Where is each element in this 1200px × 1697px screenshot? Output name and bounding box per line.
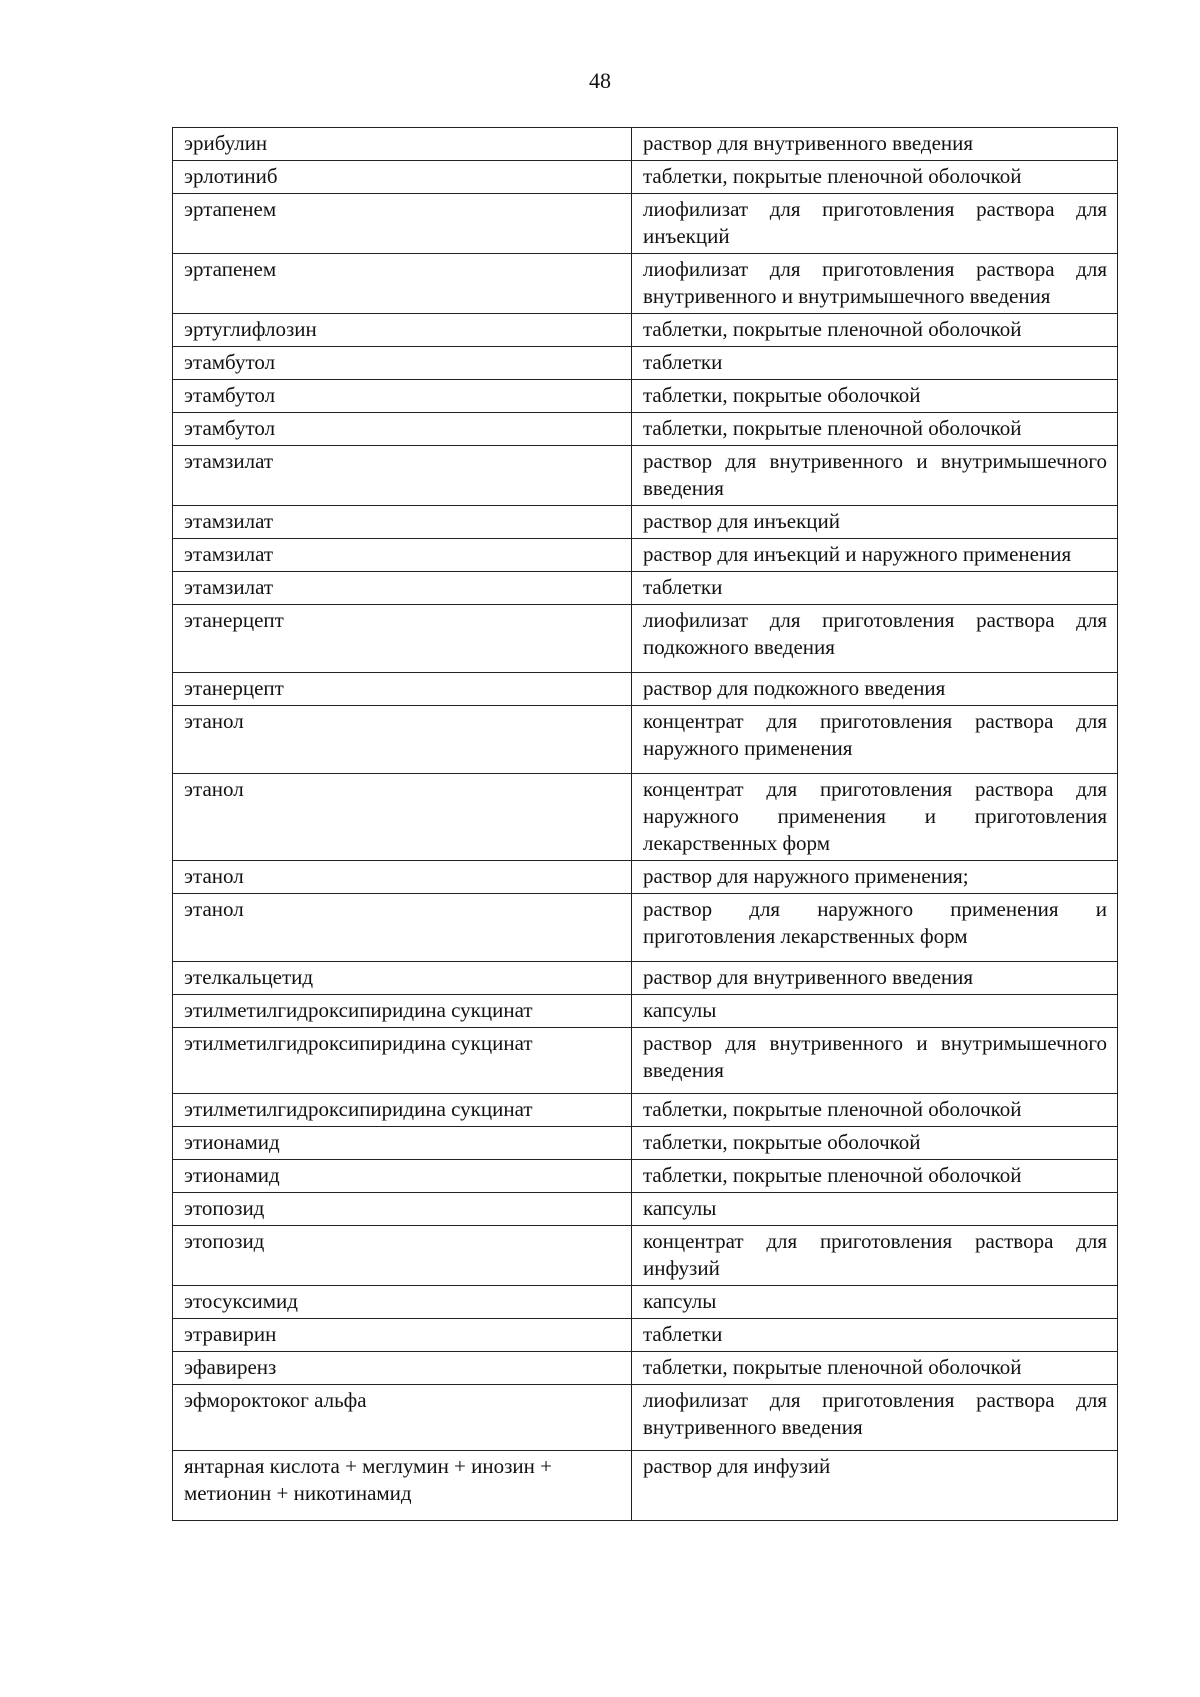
dosage-form-cell: капсулы bbox=[632, 1193, 1118, 1226]
table-row bbox=[173, 161, 1118, 194]
dosage-form-cell: концентрат для приготовления раствора для наружного применения bbox=[632, 706, 1118, 774]
dosage-form-cell: лиофилизат для приготовления раствора для инъекций bbox=[632, 194, 1118, 254]
table-row bbox=[173, 1193, 1118, 1226]
table-row bbox=[173, 1319, 1118, 1352]
dosage-form-cell: таблетки, покрытые пленочной оболочкой bbox=[632, 1352, 1118, 1385]
dosage-form-cell: раствор для внутривенного введения bbox=[632, 962, 1118, 995]
drug-name-cell: эфмороктоког альфа bbox=[173, 1385, 632, 1451]
table-row bbox=[173, 194, 1118, 254]
table-row bbox=[173, 1127, 1118, 1160]
page-number: 48 bbox=[589, 68, 611, 93]
drug-name-cell: эртапенем bbox=[173, 194, 632, 254]
dosage-form-cell: таблетки, покрытые оболочкой bbox=[632, 380, 1118, 413]
drug-name-cell: этанол bbox=[173, 861, 632, 894]
drug-name-cell: этамзилат bbox=[173, 506, 632, 539]
drug-name-cell: эфавиренз bbox=[173, 1352, 632, 1385]
drug-name-cell: эрлотиниб bbox=[173, 161, 632, 194]
drug-name-cell: этамбутол bbox=[173, 413, 632, 446]
drug-name-cell: этионамид bbox=[173, 1127, 632, 1160]
dosage-form-cell: раствор для внутривенного введения bbox=[632, 128, 1118, 161]
dosage-form-cell: раствор для внутривенного и внутримышечного введения bbox=[632, 1028, 1118, 1094]
drug-name-cell: этамзилат bbox=[173, 539, 632, 572]
dosage-form-cell: раствор для инфузий bbox=[632, 1451, 1118, 1521]
table-row bbox=[173, 1286, 1118, 1319]
drug-name-cell: этанерцепт bbox=[173, 605, 632, 673]
table-row bbox=[173, 1160, 1118, 1193]
table-row bbox=[173, 706, 1118, 774]
table-row bbox=[173, 254, 1118, 314]
dosage-form-cell: раствор для подкожного введения bbox=[632, 673, 1118, 706]
drug-name-cell: этанол bbox=[173, 706, 632, 774]
dosage-form-cell: лиофилизат для приготовления раствора для внутривенного введения bbox=[632, 1385, 1118, 1451]
table-row bbox=[173, 1352, 1118, 1385]
table-row bbox=[173, 128, 1118, 161]
dosage-form-cell: таблетки, покрытые пленочной оболочкой bbox=[632, 314, 1118, 347]
dosage-form-cell: таблетки, покрытые пленочной оболочкой bbox=[632, 161, 1118, 194]
drug-name-cell: этосуксимид bbox=[173, 1286, 632, 1319]
drug-name-cell: этанол bbox=[173, 774, 632, 861]
drug-name-cell: этилметилгидроксипиридина сукцинат bbox=[173, 1094, 632, 1127]
table-row bbox=[173, 1094, 1118, 1127]
dosage-form-cell: таблетки, покрытые пленочной оболочкой bbox=[632, 1094, 1118, 1127]
dosage-form-cell: таблетки, покрытые пленочной оболочкой bbox=[632, 1160, 1118, 1193]
drug-name-cell: эртапенем bbox=[173, 254, 632, 314]
dosage-form-cell: раствор для наружного применения; bbox=[632, 861, 1118, 894]
drug-table bbox=[172, 127, 1118, 1521]
dosage-form-cell: капсулы bbox=[632, 995, 1118, 1028]
drug-name-cell: этамбутол bbox=[173, 347, 632, 380]
table-row bbox=[173, 1385, 1118, 1451]
table-row bbox=[173, 1451, 1118, 1521]
table-row bbox=[173, 774, 1118, 861]
drug-name-cell: янтарная кислота + меглумин + инозин + метионин + никотинамид bbox=[173, 1451, 632, 1521]
table-row bbox=[173, 861, 1118, 894]
drug-name-cell: этанерцепт bbox=[173, 673, 632, 706]
drug-name-cell: этамзилат bbox=[173, 572, 632, 605]
dosage-form-cell: капсулы bbox=[632, 1286, 1118, 1319]
table-row bbox=[173, 572, 1118, 605]
drug-name-cell: этопозид bbox=[173, 1226, 632, 1286]
table-body bbox=[173, 128, 1118, 1521]
dosage-form-cell: концентрат для приготовления раствора для инфузий bbox=[632, 1226, 1118, 1286]
table-row bbox=[173, 413, 1118, 446]
table-row bbox=[173, 380, 1118, 413]
table-row bbox=[173, 506, 1118, 539]
table-row bbox=[173, 995, 1118, 1028]
table-row bbox=[173, 539, 1118, 572]
dosage-form-cell: лиофилизат для приготовления раствора для подкожного введения bbox=[632, 605, 1118, 673]
dosage-form-cell: раствор для наружного применения и приготовления лекарственных форм bbox=[632, 894, 1118, 962]
drug-name-cell: этелкальцетид bbox=[173, 962, 632, 995]
drug-name-cell: этилметилгидроксипиридина сукцинат bbox=[173, 995, 632, 1028]
drug-name-cell: этамбутол bbox=[173, 380, 632, 413]
table-row bbox=[173, 894, 1118, 962]
drug-name-cell: этамзилат bbox=[173, 446, 632, 506]
drug-name-cell: этанол bbox=[173, 894, 632, 962]
drug-name-cell: эртуглифлозин bbox=[173, 314, 632, 347]
drug-name-cell: этопозид bbox=[173, 1193, 632, 1226]
drug-name-cell: этравирин bbox=[173, 1319, 632, 1352]
drug-name-cell: этионамид bbox=[173, 1160, 632, 1193]
dosage-form-cell: раствор для инъекций и наружного применения bbox=[632, 539, 1118, 572]
dosage-form-cell: раствор для инъекций bbox=[632, 506, 1118, 539]
dosage-form-cell: таблетки bbox=[632, 1319, 1118, 1352]
dosage-form-cell: раствор для внутривенного и внутримышечного введения bbox=[632, 446, 1118, 506]
dosage-form-cell: таблетки, покрытые оболочкой bbox=[632, 1127, 1118, 1160]
table-row bbox=[173, 1226, 1118, 1286]
table-row bbox=[173, 962, 1118, 995]
dosage-form-cell: таблетки bbox=[632, 572, 1118, 605]
drug-name-cell: эрибулин bbox=[173, 128, 632, 161]
table-row bbox=[173, 314, 1118, 347]
table-row bbox=[173, 673, 1118, 706]
table-row bbox=[173, 1028, 1118, 1094]
dosage-form-cell: концентрат для приготовления раствора для наружного применения и приготовления лекарственных форм bbox=[632, 774, 1118, 861]
dosage-form-cell: таблетки, покрытые пленочной оболочкой bbox=[632, 413, 1118, 446]
table-row bbox=[173, 605, 1118, 673]
table-row bbox=[173, 446, 1118, 506]
dosage-form-cell: таблетки bbox=[632, 347, 1118, 380]
table-row bbox=[173, 347, 1118, 380]
dosage-form-cell: лиофилизат для приготовления раствора для внутривенного и внутримышечного введения bbox=[632, 254, 1118, 314]
drug-name-cell: этилметилгидроксипиридина сукцинат bbox=[173, 1028, 632, 1094]
